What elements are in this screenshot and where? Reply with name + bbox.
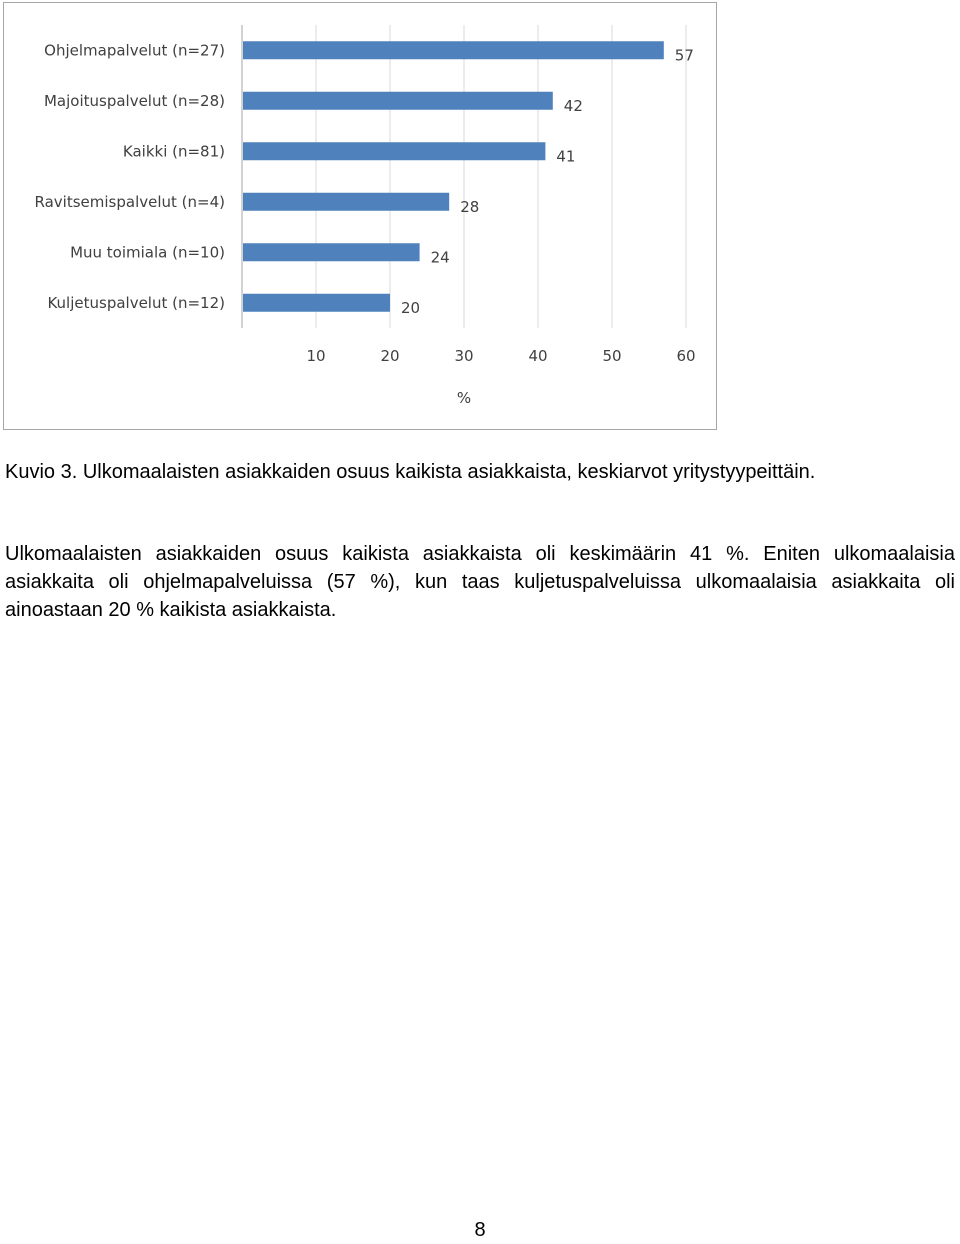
category-label: Kuljetuspalvelut (n=12) bbox=[47, 293, 225, 312]
category-label: Kaikki (n=81) bbox=[122, 142, 225, 161]
bar bbox=[243, 294, 390, 312]
data-label: 41 bbox=[556, 147, 576, 166]
data-label: 42 bbox=[563, 96, 583, 115]
data-label: 57 bbox=[674, 46, 694, 65]
x-tick-label: 10 bbox=[306, 347, 326, 365]
category-label: Ravitsemispalvelut (n=4) bbox=[34, 192, 225, 211]
category-label: Ohjelmapalvelut (n=27) bbox=[44, 41, 225, 60]
bar bbox=[243, 41, 664, 59]
x-tick-label: 30 bbox=[454, 347, 474, 365]
x-axis-title: % bbox=[456, 389, 472, 407]
category-label: Majoituspalvelut (n=28) bbox=[43, 91, 225, 110]
data-label: 24 bbox=[430, 248, 450, 267]
x-tick-label: 40 bbox=[528, 347, 548, 365]
page-number: 8 bbox=[474, 1219, 486, 1241]
bar bbox=[243, 193, 449, 211]
x-tick-label: 50 bbox=[602, 347, 622, 365]
category-label: Muu toimiala (n=10) bbox=[70, 243, 225, 262]
x-tick-label: 20 bbox=[380, 347, 400, 365]
bar bbox=[243, 92, 553, 110]
bar bbox=[243, 243, 420, 261]
x-tick-label: 60 bbox=[676, 347, 696, 365]
data-label: 28 bbox=[460, 197, 480, 216]
bar bbox=[243, 142, 545, 160]
bar-chart bbox=[3, 2, 717, 430]
bar-chart-svg bbox=[4, 3, 718, 431]
body-paragraph: Ulkomaalaisten asiakkaiden osuus kaikista asiakkaista oli keskimäärin 41 %. Eniten ulkomaalaisia asiakkaita oli ohjelmapalveluissa (57 %), kun taas kuljetuspalveluissa ulkomaalaisia asiakkaita oli ainoastaan 20 % kaikista asiakkaista. bbox=[5, 543, 955, 621]
data-label: 20 bbox=[401, 298, 421, 317]
figure-caption: Kuvio 3. Ulkomaalaisten asiakkaiden osuus kaikista asiakkaista, keskiarvot yritystyypeittäin. bbox=[5, 461, 816, 483]
